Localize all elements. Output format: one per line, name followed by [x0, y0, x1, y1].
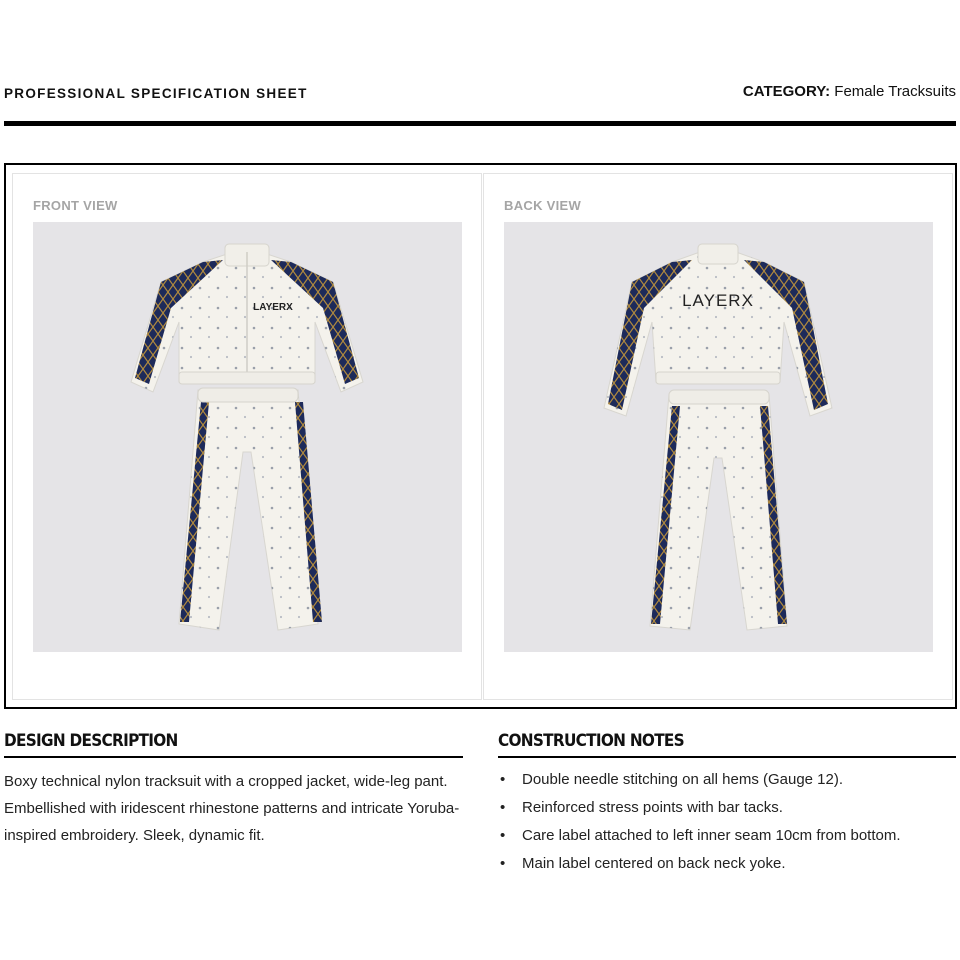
- views-frame: [4, 163, 957, 709]
- list-item: [498, 766, 956, 794]
- design-description-heading-rule: [4, 730, 463, 758]
- page-header: [4, 78, 956, 108]
- note-text: Double needle stitching on all hems (Gauge 12).: [522, 771, 844, 788]
- note-text: Main label centered on back neck yoke.: [522, 855, 786, 872]
- construction-notes-heading: CONSTRUCTION NOTES: [498, 731, 684, 751]
- design-description-text: Boxy technical nylon tracksuit with a cropped jacket, wide-leg pant. Embellished with iridescent rhinestone patterns and intricate Yoruba-inspired embroidery. Sleek, dynamic fit.: [4, 773, 460, 844]
- pants: [179, 388, 322, 630]
- list-item: [498, 850, 956, 878]
- list-item: [498, 822, 956, 850]
- construction-notes-section: [498, 730, 956, 878]
- back-view-image: [504, 222, 933, 652]
- note-text: Reinforced stress points with bar tacks.: [522, 799, 783, 816]
- bullet-icon: •: [500, 855, 506, 872]
- back-pants: [650, 390, 787, 630]
- back-logo: LAYERX: [682, 291, 754, 310]
- back-view-panel: [483, 173, 953, 700]
- note-text: Care label attached to left inner seam 10cm from bottom.: [522, 827, 901, 844]
- bullet-icon: •: [500, 827, 506, 844]
- construction-notes-heading-rule: [498, 730, 956, 758]
- jacket: [131, 244, 363, 392]
- chest-logo: LAYERX: [253, 302, 293, 313]
- bullet-icon: •: [500, 799, 506, 816]
- front-view-label: FRONT VIEW: [33, 198, 118, 213]
- sheet-title: PROFESSIONAL SPECIFICATION SHEET: [4, 86, 308, 101]
- category: [743, 83, 956, 100]
- back-tracksuit-illustration: [504, 222, 933, 652]
- construction-notes-list: [498, 766, 956, 878]
- front-view-panel: [12, 173, 482, 700]
- category-value: Female Tracksuits: [834, 83, 956, 100]
- header-divider: [4, 121, 956, 126]
- design-description-section: [4, 730, 463, 849]
- design-description-heading: DESIGN DESCRIPTION: [4, 731, 178, 751]
- list-item: [498, 794, 956, 822]
- bullet-icon: •: [500, 771, 506, 788]
- back-view-label: BACK VIEW: [504, 198, 582, 213]
- category-label: CATEGORY:: [742, 83, 831, 100]
- front-tracksuit-illustration: [33, 222, 462, 652]
- front-view-image: [33, 222, 462, 652]
